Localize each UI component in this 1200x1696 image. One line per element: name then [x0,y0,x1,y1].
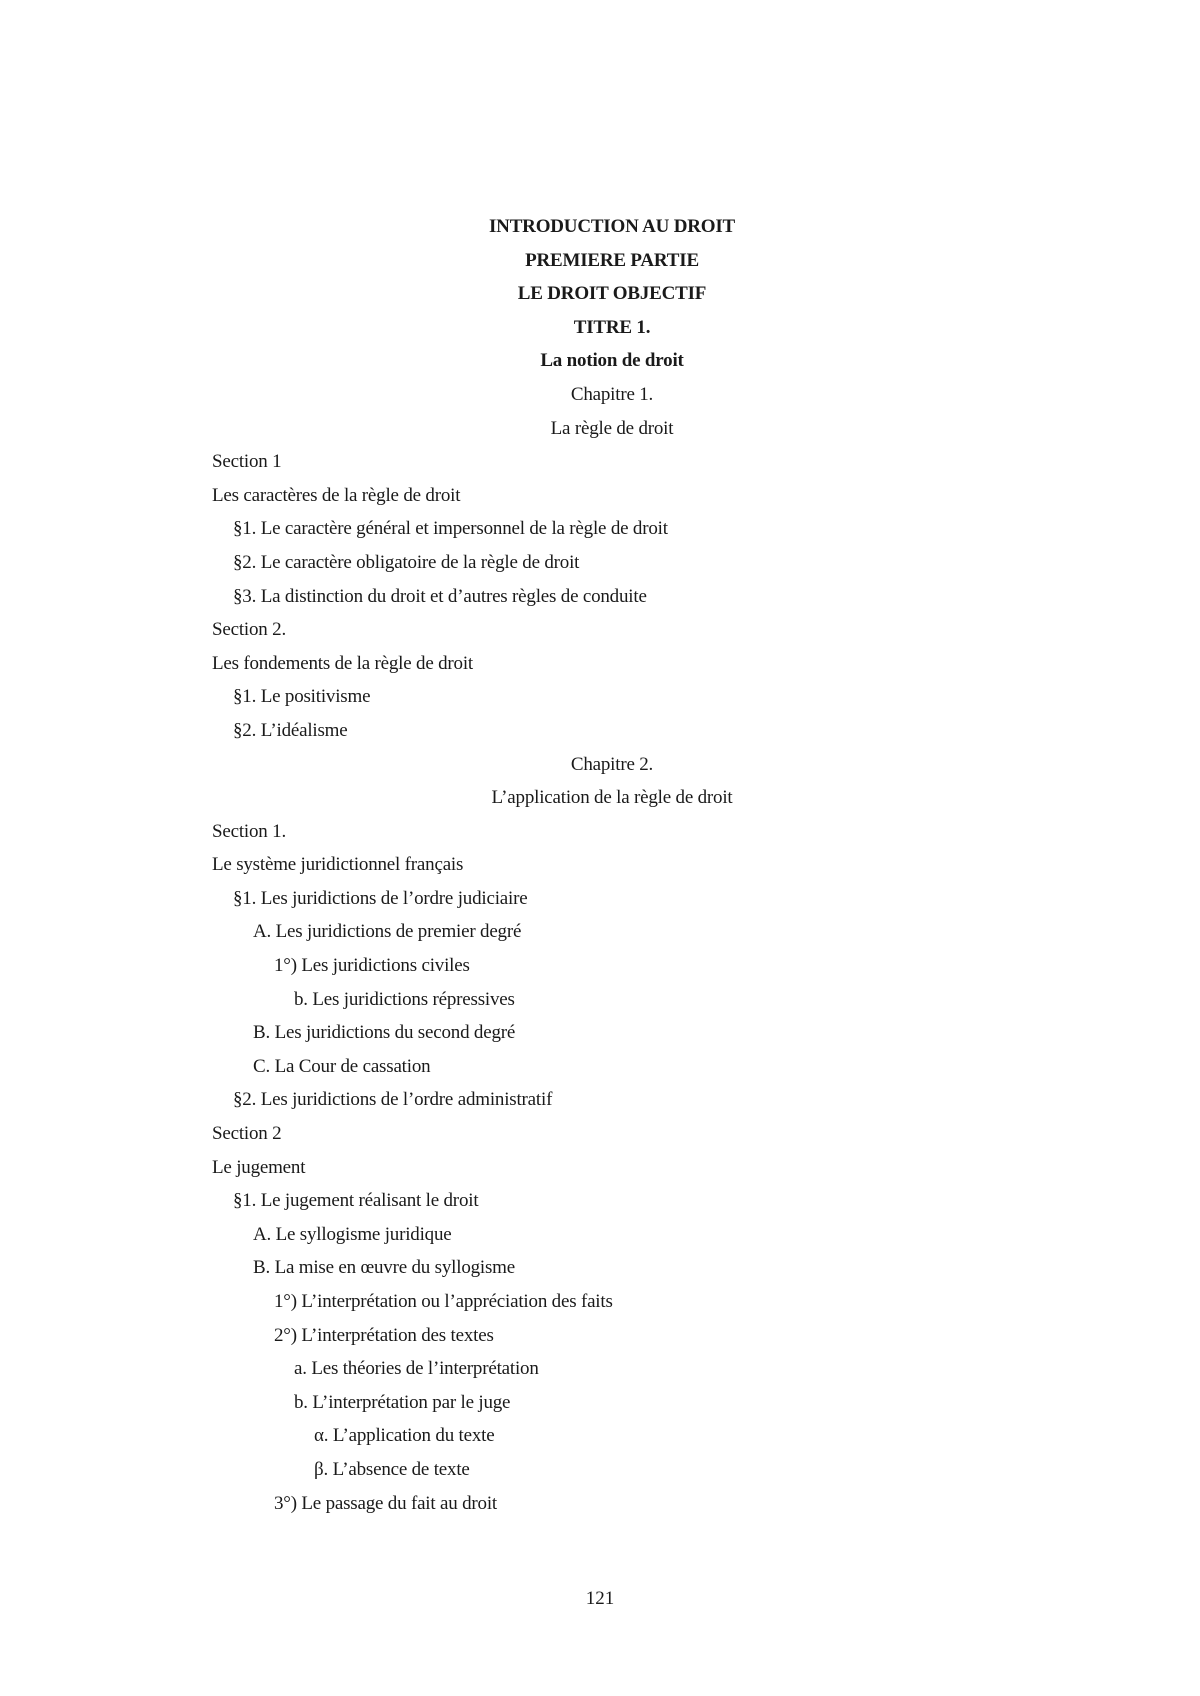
toc-entry: §2. L’idéalisme [233,719,348,741]
toc-entry: Section 1. [212,820,286,842]
toc-heading: PREMIERE PARTIE [525,249,699,271]
toc-entry: 1°) Les juridictions civiles [274,955,470,977]
toc-heading: LE DROIT OBJECTIF [517,283,707,305]
toc-heading: INTRODUCTION AU DROIT [488,216,735,237]
toc-entry: A. Le syllogisme juridique [253,1223,452,1245]
toc-heading: L’application de la règle de droit [491,787,733,809]
toc-entry: b. L’interprétation par le juge [294,1391,511,1413]
toc-entry: §1. Le caractère général et impersonnel de la règle de droit [233,518,668,540]
toc-heading: Chapitre 1. [570,383,654,405]
page-number: 121 [585,1588,615,1609]
toc-heading: La notion de droit [540,350,684,372]
toc-entry: Le jugement [212,1156,306,1178]
toc-entry: Section 2 [212,1123,282,1145]
toc-entry: §1. Les juridictions de l’ordre judiciaire [233,887,528,909]
toc-heading: TITRE 1. [573,316,651,338]
toc-entry: §1. Le positivisme [233,686,371,708]
toc-entry: 1°) L’interprétation ou l’appréciation des faits [274,1291,613,1312]
toc-entry: 2°) L’interprétation des textes [274,1324,494,1346]
toc-heading: Chapitre 2. [570,753,654,775]
toc-entry: Section 1 [212,451,282,473]
toc-entry: A. Les juridictions de premier degré [253,921,522,943]
toc-entry: b. Les juridictions répressives [294,988,515,1010]
toc-entry: §2. Le caractère obligatoire de la règle de droit [233,551,580,573]
toc-entry: Les caractères de la règle de droit [212,484,461,506]
table-of-contents [212,210,1012,1520]
toc-entry: β. L’absence de texte [314,1458,470,1480]
toc-entry: Les fondements de la règle de droit [212,652,474,674]
toc-entry: §3. La distinction du droit et d’autres règles de conduite [233,585,647,607]
toc-entry: a. Les théories de l’interprétation [294,1358,539,1380]
toc-entry: B. Les juridictions du second degré [253,1022,516,1044]
toc-entry: §2. Les juridictions de l’ordre administratif [233,1089,553,1111]
toc-entry: α. L’application du texte [314,1425,495,1447]
toc-entry: 3°) Le passage du fait au droit [274,1492,497,1514]
toc-entry: Le système juridictionnel français [212,854,464,876]
toc-entry: C. La Cour de cassation [253,1055,431,1077]
toc-entry: Section 2. [212,619,286,641]
toc-entry: §1. Le jugement réalisant le droit [233,1190,479,1212]
toc-heading: La règle de droit [550,417,674,439]
toc-entry: B. La mise en œuvre du syllogisme [253,1257,515,1279]
